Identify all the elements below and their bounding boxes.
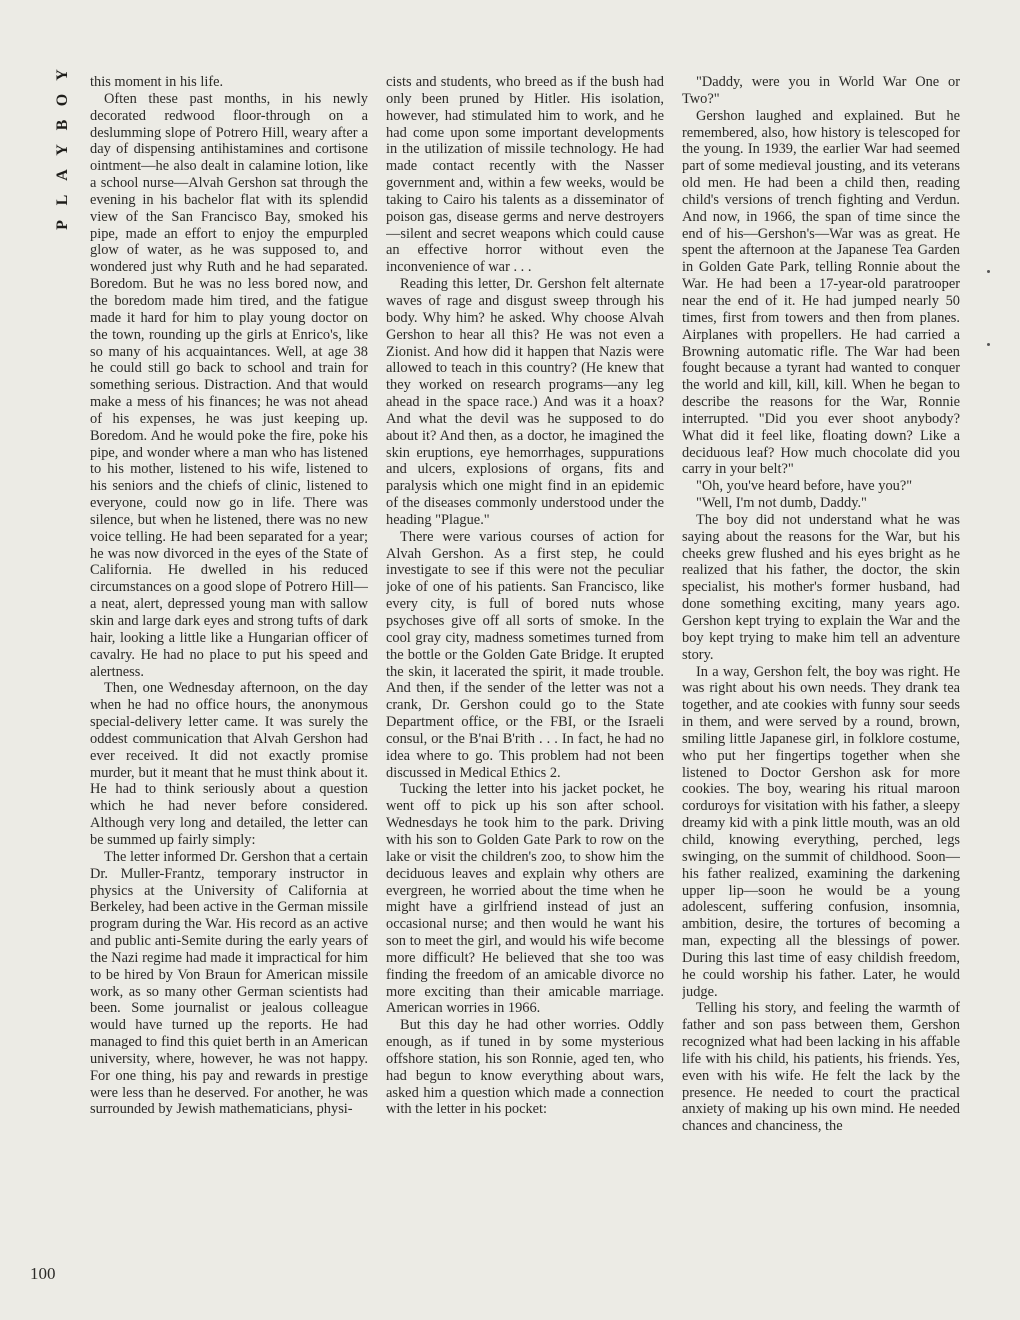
sidebar-brand-letter: Y (54, 69, 71, 81)
text-column-1 (90, 74, 368, 1294)
paragraph: Often these past months, in his newly decorated redwood floor-through on a deslumming slope of Potrero Hill, weary after a day of dispensing antihistamines and cortisone ointment—he also dealt in calamine lotion, like a school nurse—Alvah Gershon sat through the evening in his bachelor flat with its splendid view of the San Francisco Bay, smoked his pipe, made an effort to enjoy the empurpled glow of water, as he was supposed to, and wondered just why Ruth and he had separated. Boredom. But he was no less bored now, and the boredom made him tired, and the fatigue made it hard for him to play young doctor on the town, rounding up the girls at Enrico's, like so many of his acquaintances. Well, at age 38 he could still go back to school and train for something serious. Distraction. And that would make a mess of his finances; he was not ahead of his expenses, he was just keeping up. Boredom. And he would poke the fire, poke his pipe, and wonder where a man who has listened to his mother, listened to his wife, listened to his seniors and the chiefs of clinic, listened to everyone, could now go in life. There was silence, but when he listened, there was no new voice telling. He had been separated for a year; he was now divorced in the eyes of the State of California. He dwelled in his reduced circumstances on a good slope of Potrero Hill—a neat, alert, depressed young man with sallow skin and large dark eyes and strong tufts of dark hair, looking a little like a Hungarian officer of cavalry. He had no place to put his speed and alertness. (90, 90, 368, 680)
sidebar-brand-letter: A (54, 169, 71, 181)
paragraph: The boy did not understand what he was saying about the reasons for the War, but his cheeks grew flushed and his eyes bright as he realized that his father, the doctor, the skin specialist, his mother's former husband, had done something exciting, many years ago. Gershon kept trying to explain the War and the boy kept trying to make him tell an adventure story. (682, 511, 960, 663)
paragraph: "Daddy, were you in World War One or Two?" (682, 74, 960, 107)
margin-dot (987, 343, 990, 346)
paragraph: There were various courses of action for Alvah Gershon. As a first step, he could investigate to see if this were not the peculiar joke of one of his patients. San Francisco, like every city, is full of bored nuts whose psychoses give off all sorts of smoke. In the cool gray city, madness sometimes turned from the bottle or the Golden Gate Bridge. It erupted the skin, it lacerated the spirit, it made trouble. And then, if the sender of the letter was not a crank, Dr. Gershon could go to the State Department office, or the FBI, or the Israeli consul, or the B'nai B'rith . . . In fact, he had no idea where to go. This problem had not been discussed in Medical Ethics 2. (386, 528, 664, 781)
page-number: 100 (30, 1264, 56, 1283)
paragraph: cists and students, who breed as if the bush had only been pruned by Hitler. His isolation, however, had stimulated him to work, and he had come upon some important developments in the utilization of missile technology. He had made contact recently with the Nasser government and, within a few weeks, would be taking to Cairo his talents as a disseminator of poison gas, disease germs and nerve destroyers—silent and secret weapons which could cause an effective horror without even the inconvenience of war . . . (386, 74, 664, 276)
sidebar-brand (49, 66, 77, 256)
sidebar-brand-letter: B (54, 119, 71, 131)
paragraph: Gershon laughed and explained. But he remembered, also, how history is telescoped for the young. In 1939, the earlier War had seemed part of some medieval jousting, and its veterans old men. He had been a child then, reading child's versions of trench fighting and Verdun. And now, in 1966, the span of time since the end of his—Gershon's—War was as great. He spent the afternoon at the Japanese Tea Garden in Golden Gate Park, telling Ronnie about the War. He had been a 17-year-old paratrooper near the end of it. He had jumped nearly 50 times, first from towers and then from planes. Airplanes with propellers. He had carried a Browning automatic rifle. The War had been fought because a tyrant had wanted to conquer the world and kill, kill, kill. When he began to describe the reasons for the War, Ronnie interrupted. "Did you ever shoot anybody? What did it feel like, floating down? Like a deciduous leaf? How much chocolate did you carry in your belt?" (682, 107, 960, 478)
text-column-2 (386, 74, 664, 1294)
margin-dot (987, 270, 990, 273)
paragraph: The letter informed Dr. Gershon that a certain Dr. Muller-Frantz, temporary instructor in physics at the University of California at Berkeley, had been active in the German missile program during the War. His record as an active and public anti-Semite during the early years of the Nazi regime had made it impractical for him to be hired by Von Braun for American missile work, as so many other German scientists had been. Some journalist or jealous colleague would have turned up the reports. He had managed to find this quiet berth in an American university, where, however, he was not happy. For one thing, his pay and rewards in prestige were less than he deserved. For another, he was surrounded by Jewish mathematicians, physi- (90, 848, 368, 1118)
sidebar-brand-letter: O (54, 93, 71, 107)
paragraph: In a way, Gershon felt, the boy was right. He was right about his own needs. They drank tea together, and ate cookies with funny sour seeds in them, and were served by a round, brown, smiling little Japanese girl, in folklore costume, who put her fingertips together when she listened to Doctor Gershon ask for more cookies. The boy, wearing his ritual maroon corduroys for visitation with his father, a sleepy dreamy kid with a pink little mouth, was an old child, knowing everything, perched, legs swinging, on the summit of childhood. Soon—his father realized, examining the darkening upper lip—soon he would be a young adolescent, suffering confusion, insomnia, ambition, desire, the tortures of becoming a man, expecting all the blessings of power. During this last time of easy childish freedom, he could worship his father. Later, he would judge. (682, 663, 960, 1000)
paragraph: this moment in his life. (90, 74, 224, 90)
paragraph: Telling his story, and feeling the warmth of father and son pass between them, Gershon recognized what had been lacking in his affable life with his child, his patients, his friends. Yes, even with his wife. He felt the lack by the presence. He needed to court the practical anxiety of making up his own mind. He needed chances and chanciness, the (682, 1000, 960, 1135)
text-column-3 (682, 74, 960, 1294)
sidebar-brand-letter: Y (54, 144, 71, 156)
paragraph: "Oh, you've heard before, have you?" (696, 478, 913, 495)
sidebar-brand-letter: P (54, 220, 71, 230)
paragraph: Tucking the letter into his jacket pocket, he went off to pick up his son after school. Wednesdays he took him to the park. Driving with his son to Golden Gate Park to row on the lake or visit the children's zoo, to show him the deciduous leaves and explain why others are evergreen, he worried about the time when he might have a girlfriend instead of just an occasional nurse; and then would he want his son to meet the girl, and would his wife become more difficult? He believed that she too was finding the freedom of an amicable divorce no more exciting than their amicable marriage. American worries in 1966. (386, 781, 664, 1017)
paragraph: But this day he had other worries. Oddly enough, as if tuned in by some mysterious offshore station, his son Ronnie, aged ten, who had begun to know everything about wars, asked him a question which made a connection with the letter in his pocket: (386, 1017, 664, 1118)
paragraph: "Well, I'm not dumb, Daddy." (696, 495, 867, 512)
sidebar-brand-letter: L (54, 194, 71, 206)
paragraph: Then, one Wednesday afternoon, on the day when he had no office hours, the anonymous special-delivery letter came. It was surely the oddest communication that Alvah Gershon had ever received. It did not exactly promise murder, but it meant that he must think about it. He had to think seriously about a question which he had never before considered. Although very long and detailed, the letter can be summed up fairly simply: (90, 680, 368, 848)
paragraph: Reading this letter, Dr. Gershon felt alternate waves of rage and disgust sweep through his body. Why him? he asked. Why choose Alvah Gershon to hear all this? He was not even a Zionist. And how did it happen that Nazis were allowed to teach in this country? (He knew that they worked on research programs—any leg ahead in the space race.) And was it a hoax? And what the devil was he supposed to do about it? And then, as a doctor, he imagined the skin eruptions, eye hemorrhages, suppurations and ulcers, explosions of organs, fits and paralysis which one might find in an epidemic of the diseases commonly understood under the heading "Plague." (386, 276, 664, 528)
